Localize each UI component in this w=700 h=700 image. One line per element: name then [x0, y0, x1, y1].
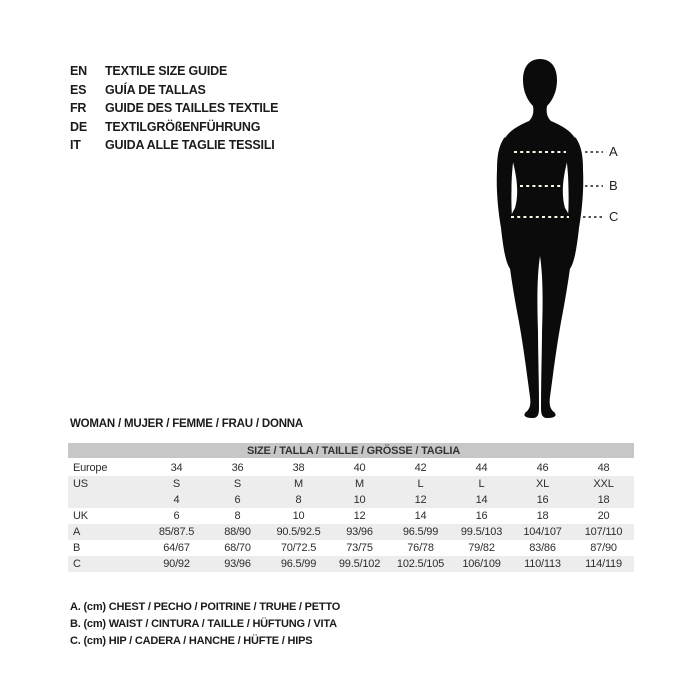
size-cell: 96.5/99: [268, 556, 329, 572]
language-row: [70, 99, 278, 118]
size-cell: 83/86: [529, 542, 556, 554]
row-label: US: [68, 476, 146, 492]
size-cell: 90.5/92.5: [268, 524, 329, 540]
language-row: [70, 118, 278, 137]
size-cell: 90/92: [146, 556, 207, 572]
guide-title-text: GUIDA ALLE TAGLIE TESSILI: [105, 138, 275, 153]
size-cell: 38: [292, 462, 305, 474]
size-cell: 48: [597, 462, 610, 474]
language-row: [70, 62, 278, 81]
size-cell: 18: [573, 492, 634, 508]
size-cell: M: [329, 476, 390, 492]
size-table: [68, 443, 634, 572]
measure-label-b: B: [609, 178, 618, 193]
woman-silhouette-figure: [436, 50, 696, 430]
size-cell: 79/82: [468, 542, 495, 554]
size-cell: M: [268, 476, 329, 492]
row-label: [68, 492, 146, 508]
size-cell: 96.5/99: [390, 524, 451, 540]
size-cell: 20: [597, 510, 610, 522]
size-cell: 107/110: [573, 524, 634, 540]
table-row: [68, 524, 634, 540]
size-cell: 87/90: [590, 542, 617, 554]
size-cell: XL: [512, 476, 573, 492]
size-cell: 4: [146, 492, 207, 508]
size-cell: 12: [390, 492, 451, 508]
table-row: [68, 508, 634, 524]
size-cell: 36: [231, 462, 244, 474]
language-code: IT: [70, 138, 81, 153]
table-row: [68, 556, 634, 572]
size-table-header-label: SIZE / TALLA / TAILLE / GRÖSSE / TAGLIA: [68, 443, 634, 459]
size-cell: 64/67: [163, 542, 190, 554]
row-label: A: [68, 524, 146, 540]
row-label: UK: [73, 510, 88, 522]
size-cell: 104/107: [512, 524, 573, 540]
size-cell: 16: [475, 510, 488, 522]
size-cell: 40: [353, 462, 366, 474]
size-cell: 85/87.5: [146, 524, 207, 540]
size-cell: L: [390, 476, 451, 492]
row-label: C: [68, 556, 146, 572]
size-cell: 14: [414, 510, 427, 522]
size-cell: 34: [170, 462, 183, 474]
table-row: [68, 540, 634, 556]
language-code: EN: [70, 64, 87, 78]
language-row: [70, 136, 278, 155]
size-cell: 8: [234, 510, 241, 522]
size-cell: 93/96: [207, 556, 268, 572]
language-code: DE: [70, 119, 87, 134]
legend-row: B. (cm) WAIST / CINTURA / TAILLE / HÜFTUNG / VITA: [70, 618, 337, 630]
size-cell: 18: [536, 510, 549, 522]
size-cell: 110/113: [512, 556, 573, 572]
guide-title-text: TEXTILGRÖßENFÜHRUNG: [105, 119, 261, 134]
size-cell: 88/90: [207, 524, 268, 540]
size-cell: 70/72.5: [280, 542, 317, 554]
measure-label-c: C: [609, 209, 619, 224]
language-row: [70, 81, 278, 100]
size-cell: 10: [329, 492, 390, 508]
size-cell: 76/78: [407, 542, 434, 554]
size-cell: S: [146, 476, 207, 492]
size-cell: 106/109: [451, 556, 512, 572]
size-cell: 99.5/103: [451, 524, 512, 540]
size-cell: 6: [173, 510, 180, 522]
size-cell: 93/96: [329, 524, 390, 540]
size-cell: 73/75: [346, 542, 373, 554]
guide-title-text: GUÍA DE TALLAS: [105, 82, 206, 97]
size-cell: 114/119: [573, 556, 634, 572]
size-cell: 12: [353, 510, 366, 522]
size-cell: 8: [268, 492, 329, 508]
size-cell: 14: [451, 492, 512, 508]
size-cell: 6: [207, 492, 268, 508]
measurement-legend: [70, 599, 340, 650]
size-cell: 99.5/102: [329, 556, 390, 572]
size-cell: 10: [292, 510, 305, 522]
legend-row: A. (cm) CHEST / PECHO / POITRINE / TRUHE / PETTO: [70, 601, 341, 613]
table-row: [68, 476, 634, 492]
size-cell: L: [451, 476, 512, 492]
size-cell: S: [207, 476, 268, 492]
size-table-header: [68, 443, 634, 459]
row-label: B: [73, 542, 81, 554]
size-cell: 102.5/105: [390, 556, 451, 572]
size-cell: XXL: [573, 476, 634, 492]
size-cell: 46: [536, 462, 549, 474]
size-cell: 68/70: [224, 542, 251, 554]
language-title-block: [70, 62, 278, 155]
section-label-woman: WOMAN / MUJER / FEMME / FRAU / DONNA: [70, 418, 304, 430]
woman-body-silhouette: [504, 59, 576, 418]
row-label: Europe: [73, 462, 108, 474]
guide-title-text: GUIDE DES TAILLES TEXTILE: [105, 101, 279, 116]
language-code: ES: [70, 82, 87, 97]
size-cell: 16: [512, 492, 573, 508]
guide-title-text: TEXTILE SIZE GUIDE: [105, 64, 228, 78]
size-cell: 42: [414, 462, 427, 474]
table-row: [68, 459, 634, 476]
legend-row: C. (cm) HIP / CADERA / HANCHE / HÜFTE / HIPS: [70, 635, 313, 647]
table-row: [68, 492, 634, 508]
measure-label-a: A: [609, 144, 618, 159]
size-cell: 44: [475, 462, 488, 474]
language-code: FR: [70, 101, 87, 116]
